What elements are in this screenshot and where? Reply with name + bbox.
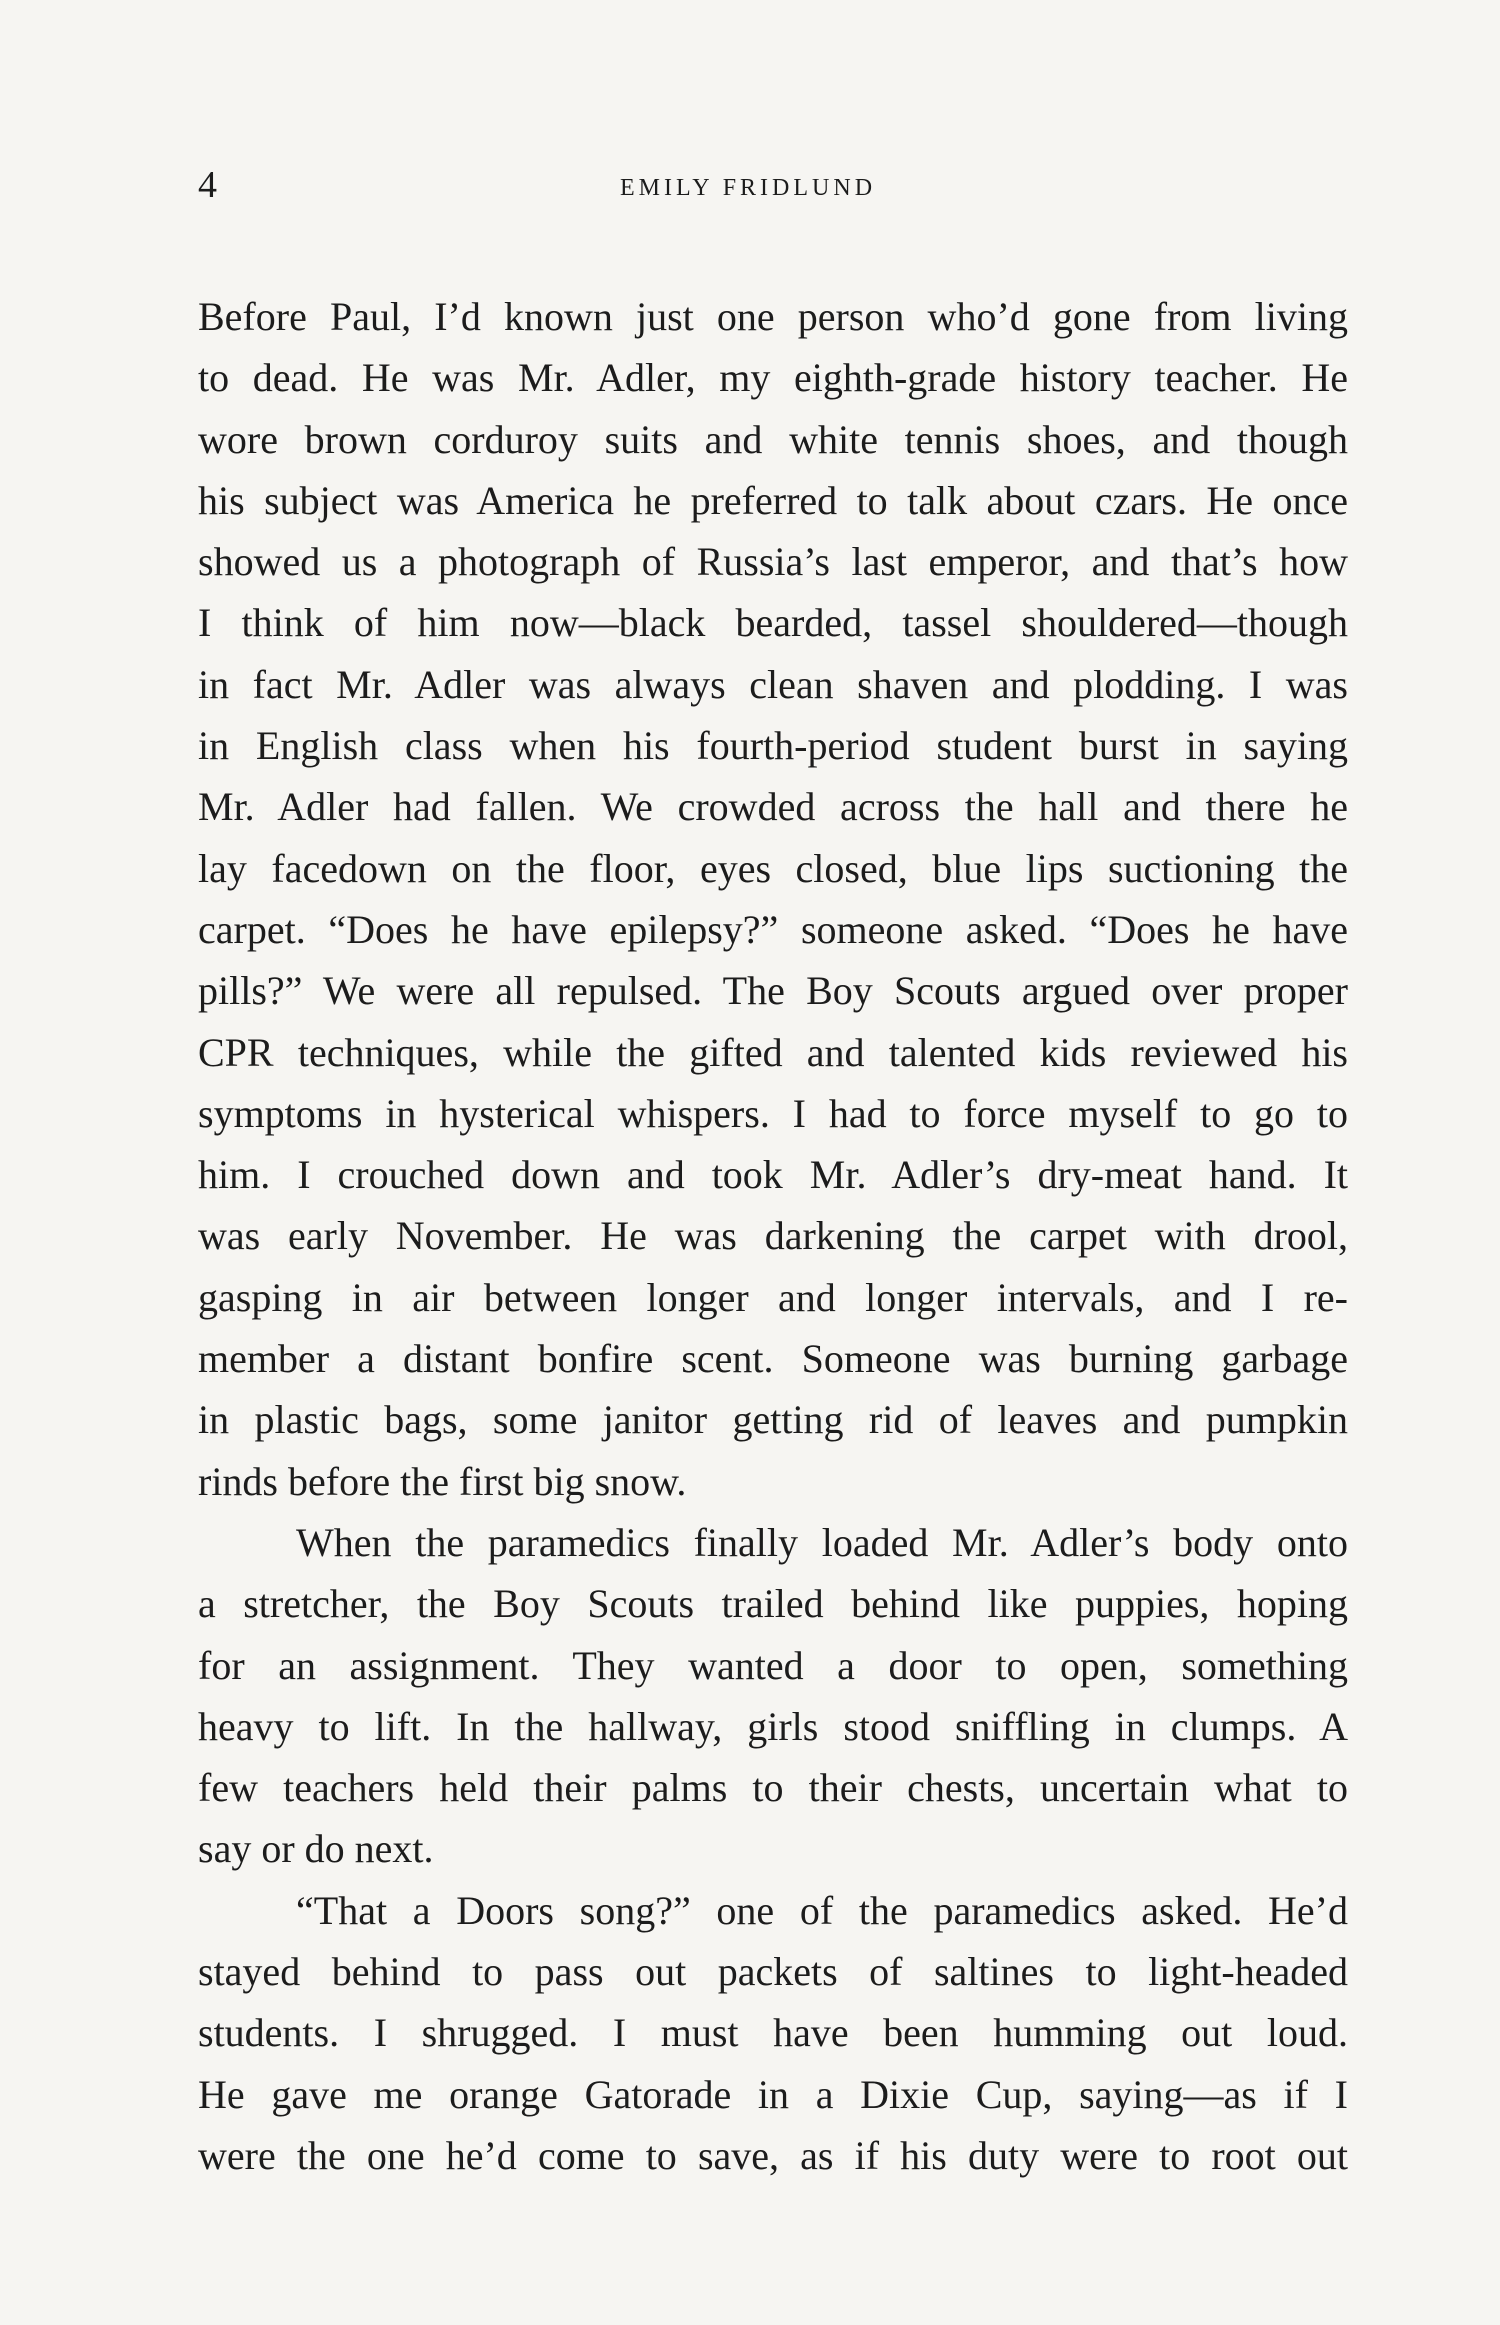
text-line: heavy to lift. In the hallway, girls stood sniffling in clumps. A	[198, 1703, 1348, 1749]
text-line: showed us a photograph of Russia’s last emperor, and that’s how	[198, 539, 1348, 585]
text-line: I think of him now—black bearded, tassel shouldered—though	[198, 600, 1348, 646]
text-line: carpet. “Does he have epilepsy?” someone asked. “Does he have	[198, 906, 1348, 952]
text-line: to dead. He was Mr. Adler, my eighth-grade history teacher. He	[198, 355, 1348, 401]
text-line: Mr. Adler had fallen. We crowded across the hall and there he	[198, 784, 1348, 830]
text-line: When the paramedics finally loaded Mr. Adler’s body onto	[296, 1519, 1348, 1565]
page-number: 4	[198, 164, 217, 206]
text-line: in English class when his fourth-period student burst in saying	[198, 723, 1348, 769]
text-line: in fact Mr. Adler was always clean shaven and plodding. I was	[198, 661, 1348, 707]
text-line: few teachers held their palms to their chests, uncertain what to	[198, 1765, 1348, 1811]
body-text	[198, 286, 1348, 2186]
text-line: “That a Doors song?” one of the paramedics asked. He’d	[296, 1887, 1348, 1933]
text-line: lay facedown on the floor, eyes closed, blue lips suctioning the	[198, 845, 1348, 891]
text-line: was early November. He was darkening the carpet with drool,	[198, 1213, 1348, 1259]
text-line: Before Paul, I’d known just one person who’d gone from living	[198, 294, 1348, 339]
text-line: gasping in air between longer and longer intervals, and I re-	[198, 1274, 1348, 1320]
text-line: wore brown corduroy suits and white tennis shoes, and though	[198, 416, 1348, 462]
text-line: in plastic bags, some janitor getting rid of leaves and pumpkin	[198, 1397, 1348, 1443]
text-line: a stretcher, the Boy Scouts trailed behind like puppies, hoping	[198, 1581, 1348, 1627]
text-line: pills?” We were all repulsed. The Boy Scouts argued over proper	[198, 968, 1348, 1014]
text-line: stayed behind to pass out packets of saltines to light-headed	[198, 1949, 1348, 1995]
text-line: his subject was America he preferred to talk about czars. He once	[198, 477, 1348, 523]
text-line: him. I crouched down and took Mr. Adler’s dry-meat hand. It	[198, 1152, 1348, 1198]
text-line: member a distant bonfire scent. Someone was burning garbage	[198, 1336, 1348, 1382]
text-line: CPR techniques, while the gifted and talented kids reviewed his	[198, 1029, 1348, 1075]
text-line: were the one he’d come to save, as if his duty were to root out	[198, 2132, 1348, 2178]
text-line: for an assignment. They wanted a door to open, something	[198, 1642, 1348, 1688]
running-head: EMILY FRIDLUND	[620, 175, 877, 201]
text-line: rinds before the first big snow.	[198, 1458, 687, 1504]
text-line: symptoms in hysterical whispers. I had to force myself to go to	[198, 1090, 1348, 1136]
text-line: students. I shrugged. I must have been humming out loud.	[198, 2010, 1348, 2056]
text-line: He gave me orange Gatorade in a Dixie Cup, saying—as if I	[198, 2071, 1348, 2117]
text-line: say or do next.	[198, 1826, 434, 1872]
